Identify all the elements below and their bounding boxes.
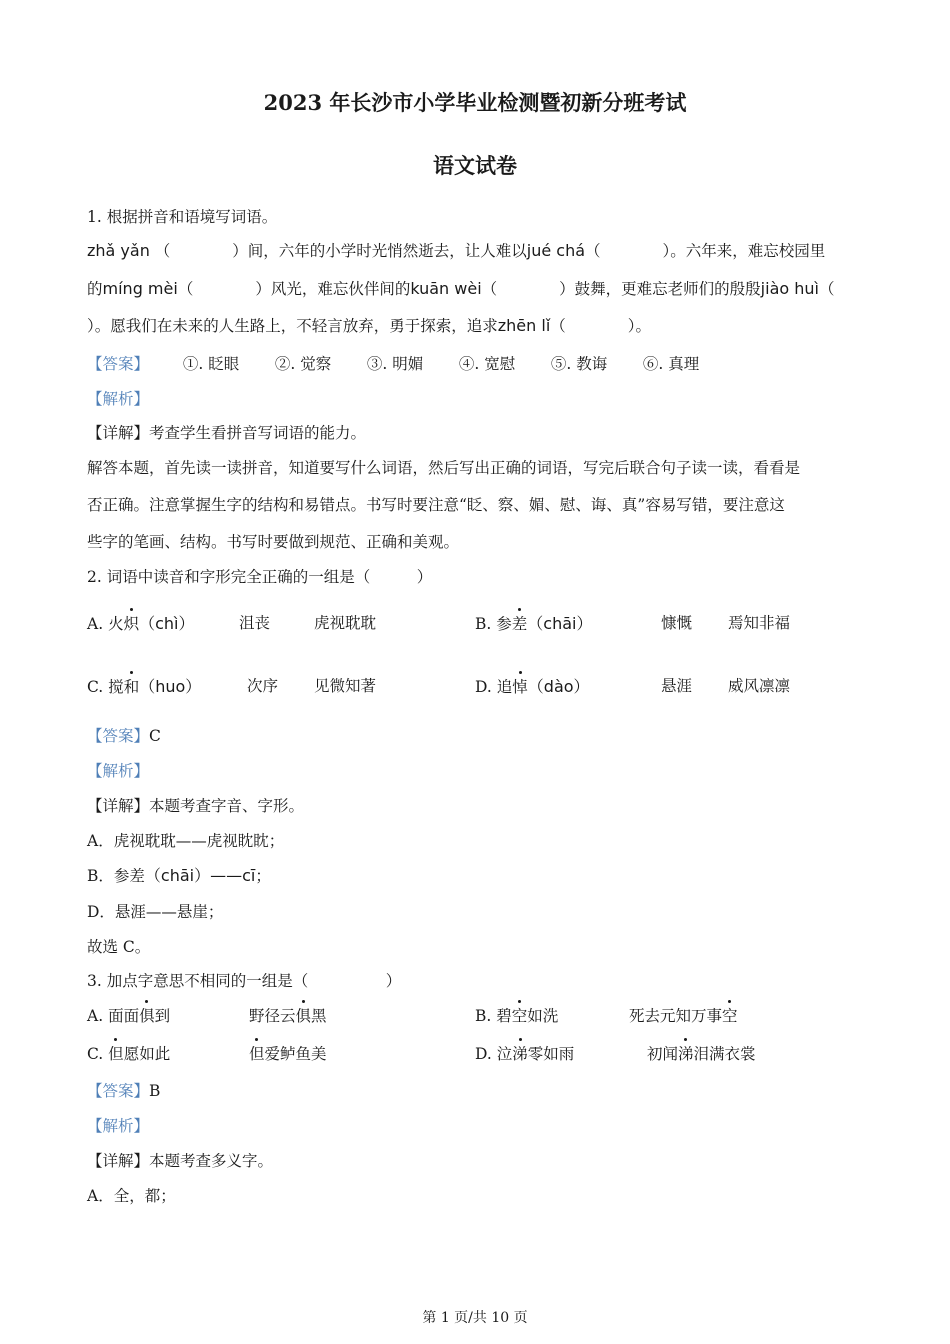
q2-analysis-tag: 【解析】 xyxy=(87,762,150,780)
q2-conclusion: 故选 C。 xyxy=(87,938,151,956)
q2-explain-a: A．虎视耽耽——虎视眈眈； xyxy=(87,832,285,850)
q2-d-word-2: 威风凛凛 xyxy=(728,677,791,695)
q2-c-word-1: 次序 xyxy=(247,677,279,695)
q2-option-a xyxy=(87,611,194,634)
option-text: 如洗 xyxy=(527,1007,559,1025)
q2-a-word-2: 虎视耽耽 xyxy=(314,614,377,632)
q2-explain-d: D．悬涯——悬崖； xyxy=(87,903,224,921)
q1-pinyin-2: jué chá xyxy=(526,241,586,260)
q2-option-c xyxy=(87,674,201,697)
option-text: 到 xyxy=(154,1007,171,1025)
option-text: 泪满衣裳 xyxy=(693,1045,756,1063)
q3-d-phrase-2 xyxy=(647,1042,756,1064)
q3-option-b xyxy=(475,1004,558,1026)
q2-stem: 2. 词语中读音和字形完全正确的一组是（ ） xyxy=(87,568,433,586)
option-label: B. xyxy=(475,615,492,633)
option-pinyin: （dào） xyxy=(527,677,590,696)
option-text: 零如雨 xyxy=(527,1045,575,1063)
q2-c-word-2: 见微知著 xyxy=(314,677,377,695)
dotted-char: 俱 xyxy=(139,1004,155,1026)
q3-option-c xyxy=(87,1042,170,1064)
option-text: 初闻 xyxy=(647,1045,679,1063)
q3-analysis-tag: 【解析】 xyxy=(87,1117,150,1135)
q1-text: （ ）风光，难忘伙伴间的 xyxy=(177,280,411,298)
q2-option-b xyxy=(475,611,593,634)
option-pinyin: （huo） xyxy=(139,677,202,696)
option-label: A. xyxy=(87,1007,104,1025)
q1-pinyin-5: jiào huì xyxy=(760,279,819,298)
q1-text: 的 xyxy=(87,280,103,298)
q1-text: （ ）间，六年的小学时光悄然逝去，让人难以 xyxy=(149,242,527,260)
q2-d-word-1: 悬涯 xyxy=(661,677,693,695)
dotted-char: 差 xyxy=(512,612,528,634)
option-label: D. xyxy=(475,678,492,696)
dotted-char: 和 xyxy=(124,675,140,697)
option-text: 搅 xyxy=(108,678,124,696)
option-text: 面面 xyxy=(108,1007,140,1025)
q1-pinyin-1: zhǎ yǎn xyxy=(87,241,150,260)
q1-text: （ xyxy=(818,280,835,298)
q3-option-a xyxy=(87,1004,170,1026)
option-label: D. xyxy=(475,1045,492,1063)
option-text: 野径云 xyxy=(249,1007,296,1025)
q1-answer-item: ④. 宽慰 xyxy=(458,355,516,373)
q3-b-phrase-2 xyxy=(629,1004,738,1026)
option-pinyin: （chì） xyxy=(139,614,195,633)
q1-answer-item: ③. 明媚 xyxy=(366,355,424,373)
q1-pinyin-4: kuān wèi xyxy=(410,279,482,298)
q3-stem: 3. 加点字意思不相同的一组是（ ） xyxy=(87,972,402,990)
q1-answer xyxy=(87,352,699,374)
dotted-char: 悼 xyxy=(512,675,528,697)
q1-explain-line: 些字的笔画、结构。书写时要做到规范、正确和美观。 xyxy=(87,533,460,551)
option-label: B. xyxy=(475,1007,492,1025)
q1-stem: 1. 根据拼音和语境写词语。 xyxy=(87,208,278,226)
option-text: 追 xyxy=(496,678,513,696)
option-text: 碧 xyxy=(496,1007,512,1025)
explain-text: B．参差 xyxy=(87,867,145,885)
option-text: 泣 xyxy=(496,1045,513,1063)
option-label: C. xyxy=(87,678,104,696)
answer-value: B xyxy=(149,1082,161,1100)
exam-title: 2023 年长沙市小学毕业检测暨初新分班考试 xyxy=(263,90,687,115)
q2-option-d xyxy=(475,674,590,697)
page-number: 第 1 页/共 10 页 xyxy=(422,1310,528,1326)
option-text: 参 xyxy=(496,615,512,633)
q1-text: （ ）。六年来，难忘校园里 xyxy=(585,242,826,260)
q1-pinyin-3: míng mèi xyxy=(102,279,178,298)
q3-a-phrase-2 xyxy=(249,1004,327,1026)
q1-line-3 xyxy=(87,314,651,336)
dotted-char: 涕 xyxy=(512,1042,528,1064)
option-text: 愿如此 xyxy=(123,1045,171,1063)
q1-pinyin-6: zhēn lǐ xyxy=(497,316,551,335)
q3-explain-a: A．全，都； xyxy=(87,1187,176,1205)
option-text: 死去元知万事 xyxy=(629,1007,723,1025)
dotted-char: 涕 xyxy=(678,1042,694,1064)
q3-detail: 【详解】本题考查多义字。 xyxy=(87,1152,274,1170)
dotted-char: 俱 xyxy=(296,1004,312,1026)
q2-detail: 【详解】本题考查字音、字形。 xyxy=(87,797,305,815)
dotted-char: 空 xyxy=(722,1004,738,1026)
dotted-char: 但 xyxy=(249,1042,265,1064)
q1-answer-item: ①. 眨眼 xyxy=(182,355,240,373)
q3-c-phrase-2 xyxy=(249,1042,327,1064)
q1-text: ）。愿我们在未来的人生路上，不轻言放弃，勇于探索，追求 xyxy=(87,317,498,335)
q2-a-word-1: 沮丧 xyxy=(239,614,271,632)
explain-pinyin: （chāi）——cī xyxy=(144,866,256,885)
option-text: 火 xyxy=(108,615,124,633)
option-pinyin: （chāi） xyxy=(527,614,593,633)
answer-tag: 【答案】 xyxy=(87,1082,150,1100)
explain-text: ； xyxy=(255,867,271,885)
q3-option-d xyxy=(475,1042,574,1064)
q1-detail: 【详解】考查学生看拼音写词语的能力。 xyxy=(87,424,367,442)
option-label: A. xyxy=(87,615,104,633)
q3-answer xyxy=(87,1079,160,1101)
answer-tag: 【答案】 xyxy=(87,727,150,745)
q2-answer xyxy=(87,724,161,746)
dotted-char: 但 xyxy=(108,1042,124,1064)
q1-answer-item: ②. 觉察 xyxy=(274,355,332,373)
answer-tag: 【答案】 xyxy=(87,355,150,373)
q1-answer-item: ⑥. 真理 xyxy=(642,355,700,373)
dotted-char: 空 xyxy=(512,1004,528,1026)
q1-explain-line: 否正确。注意掌握生字的结构和易错点。书写时要注意“眨、察、媚、慰、诲、真”容易写错，要注意这 xyxy=(87,496,785,514)
q1-answer-item: ⑤. 教诲 xyxy=(550,355,608,373)
option-text: 黑 xyxy=(311,1007,327,1025)
q1-text: （ ）鼓舞，更难忘老师们的殷殷 xyxy=(481,280,761,298)
option-text: 爱鲈鱼美 xyxy=(264,1045,327,1063)
q2-b-word-1: 慷慨 xyxy=(661,614,693,632)
option-label: C. xyxy=(87,1045,104,1063)
q1-line-1 xyxy=(87,239,825,261)
q1-analysis-tag: 【解析】 xyxy=(87,390,150,408)
dotted-char: 炽 xyxy=(124,612,140,634)
q1-text: （ ）。 xyxy=(550,317,652,335)
answer-value: C xyxy=(149,727,161,745)
q1-line-2 xyxy=(87,277,834,299)
q2-b-word-2: 焉知非福 xyxy=(728,614,791,632)
q2-explain-b xyxy=(87,863,271,886)
q1-explain-line: 解答本题，首先读一读拼音，知道要写什么词语，然后写出正确的词语，写完后联合句子读一读，看看是 xyxy=(87,459,801,477)
exam-subtitle: 语文试卷 xyxy=(433,153,517,178)
